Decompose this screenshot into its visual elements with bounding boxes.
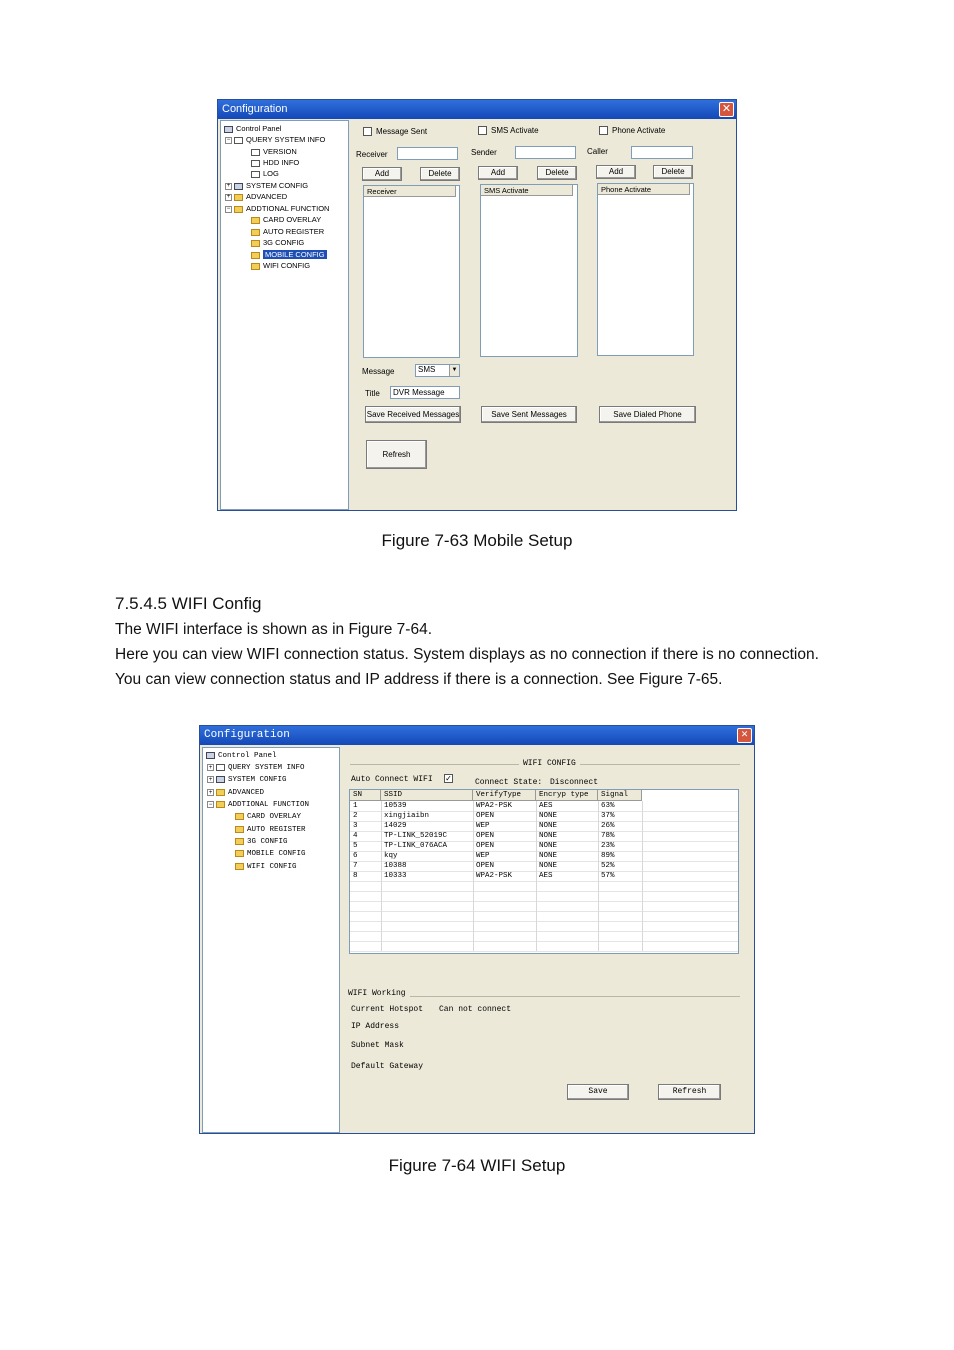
default-gateway-label: Default Gateway — [351, 1062, 424, 1071]
tree-label: HDD INFO — [263, 158, 300, 167]
tree-label: ADDTIONAL FUNCTION — [228, 801, 310, 809]
sender-delete-button[interactable]: Delete — [537, 166, 577, 180]
close-icon[interactable]: ✕ — [737, 728, 752, 743]
table-cell: TP-LINK_076ACA — [384, 842, 448, 850]
table-cell: 26% — [601, 822, 615, 830]
message-select-value: SMS — [418, 365, 436, 374]
group-title: WIFI CONFIG — [519, 759, 580, 768]
tree-item-card-overlay[interactable] — [251, 214, 321, 225]
tree-item-wifi-config[interactable] — [235, 862, 297, 873]
document-icon — [251, 149, 260, 156]
expand-icon[interactable]: + — [208, 788, 213, 796]
tree-label: 3G CONFIG — [263, 238, 305, 247]
table-cell: 7 — [353, 862, 358, 870]
table-cell: 57% — [601, 872, 615, 880]
table-cell: OPEN — [476, 862, 495, 870]
control-panel-icon — [224, 126, 233, 133]
table-cell: NONE — [539, 862, 558, 870]
tree-item-system-config[interactable] — [225, 180, 308, 191]
close-icon[interactable]: ✕ — [719, 102, 734, 117]
sender-add-button[interactable]: Add — [478, 166, 518, 180]
table-cell: 10539 — [384, 802, 407, 810]
current-hotspot-label: Current Hotspot — [351, 1005, 424, 1014]
tree-item-wifi-config[interactable] — [251, 260, 310, 271]
tree-label: QUERY SYSTEM INFO — [246, 135, 326, 144]
collapse-icon[interactable]: − — [226, 136, 231, 143]
phone-activate-list-header[interactable]: Phone Activate — [598, 184, 690, 195]
system-config-icon — [216, 776, 225, 783]
refresh-button[interactable]: Refresh — [658, 1084, 721, 1100]
receiver-delete-button[interactable]: Delete — [420, 167, 460, 181]
figure-caption: Figure 7-64 WIFI Setup — [388, 1156, 566, 1175]
folder-icon — [235, 850, 244, 857]
table-cell: 23% — [601, 842, 615, 850]
table-cell: 10388 — [384, 862, 407, 870]
table-cell: 1 — [353, 802, 358, 810]
folder-icon — [251, 240, 260, 247]
mobile-config-window — [217, 99, 737, 511]
table-cell: 6 — [353, 852, 358, 860]
collapse-icon[interactable]: − — [226, 205, 231, 212]
ip-address-label: IP Address — [351, 1022, 400, 1031]
gears-icon — [216, 789, 225, 796]
expand-icon[interactable]: + — [226, 182, 231, 189]
tree-item-auto-register[interactable] — [235, 825, 306, 836]
tree-label: ADVANCED — [228, 789, 265, 797]
tree-item-additional-function[interactable] — [225, 203, 329, 214]
table-cell: 8 — [353, 872, 358, 880]
folder-icon — [251, 263, 260, 270]
table-row[interactable] — [350, 851, 738, 861]
tree-label: WIFI CONFIG — [263, 261, 311, 270]
document-icon — [216, 764, 225, 771]
table-column-header[interactable]: Encryp type — [536, 790, 598, 801]
table-row[interactable] — [350, 831, 738, 841]
table-cell: AES — [539, 872, 553, 880]
table-row-line — [350, 941, 738, 942]
table-row-line — [350, 931, 738, 932]
tree-label: Control Panel — [236, 124, 282, 133]
save-received-messages-button[interactable]: Save Received Messages — [365, 406, 461, 423]
table-column-header[interactable]: SSID — [381, 790, 473, 801]
tree-label: SYSTEM CONFIG — [228, 776, 287, 784]
tree-label: MOBILE CONFIG — [247, 850, 306, 858]
table-cell: NONE — [539, 832, 558, 840]
table-cell: OPEN — [476, 812, 495, 820]
table-cell: 10333 — [384, 872, 407, 880]
figure-caption: Figure 7-63 Mobile Setup — [381, 531, 573, 550]
auto-connect-label: Auto Connect WIFI — [351, 775, 433, 784]
tree-item-control-panel[interactable] — [224, 123, 281, 134]
table-row[interactable] — [350, 821, 738, 831]
table-column-header[interactable]: SN — [350, 790, 381, 801]
message-sent-label: Message Sent — [376, 127, 428, 136]
phone-activate-checkbox[interactable] — [599, 126, 608, 135]
folder-open-icon — [251, 252, 260, 259]
table-cell: NONE — [539, 812, 558, 820]
table-cell: NONE — [539, 852, 558, 860]
folder-icon — [235, 838, 244, 845]
connect-state-value: Disconnect — [550, 778, 599, 787]
caller-delete-button[interactable]: Delete — [653, 165, 693, 179]
tree-label: Control Panel — [218, 752, 277, 760]
expand-icon[interactable]: + — [208, 775, 213, 783]
table-row[interactable] — [350, 871, 738, 881]
tree-label: 3G CONFIG — [247, 838, 288, 846]
table-row[interactable] — [350, 861, 738, 871]
caller-add-button[interactable]: Add — [596, 165, 636, 179]
expand-icon[interactable]: + — [226, 193, 231, 200]
table-cell: WEP — [476, 852, 490, 860]
folder-open-icon — [216, 801, 225, 808]
table-row-line — [350, 901, 738, 902]
table-cell: 3 — [353, 822, 358, 830]
table-cell: WEP — [476, 822, 490, 830]
table-cell: 2 — [353, 812, 358, 820]
caller-input[interactable] — [631, 146, 693, 159]
tree-label: AUTO REGISTER — [263, 227, 325, 236]
tree-label: LOG — [263, 169, 279, 178]
tree-label: ADVANCED — [246, 192, 288, 201]
folder-icon — [235, 813, 244, 820]
sms-activate-checkbox[interactable] — [478, 126, 487, 135]
wifi-config-panel — [341, 747, 754, 1133]
message-label: Message — [362, 367, 395, 376]
table-row-line — [350, 911, 738, 912]
table-row[interactable] — [350, 841, 738, 851]
tree-label: SYSTEM CONFIG — [246, 181, 309, 190]
receiver-list-header[interactable]: Receiver — [364, 186, 456, 197]
tree-item-hdd-info[interactable] — [251, 157, 299, 168]
dropdown-arrow-icon[interactable]: ▼ — [449, 365, 459, 376]
tree-item-advanced[interactable] — [207, 788, 264, 799]
tree-item-control-panel[interactable] — [206, 751, 277, 762]
receiver-list[interactable] — [363, 185, 460, 358]
sms-activate-list[interactable] — [480, 184, 578, 357]
folder-open-icon — [235, 863, 244, 870]
paragraph: Here you can view WIFI connection status. System displays as no connection if there is no connection. You can view connection status and IP address if there is a connection. See Figure 7-65. — [115, 646, 819, 688]
table-column-header[interactable]: VerifyType — [473, 790, 536, 801]
tree-label-selected: WIFI CONFIG — [247, 863, 297, 871]
tree-item-mobile-config[interactable] — [251, 249, 327, 260]
tree-item-3g-config[interactable] — [251, 237, 304, 248]
table-cell: WPA2-PSK — [476, 802, 513, 810]
table-cell: OPEN — [476, 842, 495, 850]
tree-label: CARD OVERLAY — [263, 215, 322, 224]
message-sent-checkbox[interactable] — [363, 127, 372, 136]
nav-tree — [220, 120, 349, 510]
table-cell: AES — [539, 802, 553, 810]
tree-item-mobile-config[interactable] — [235, 849, 306, 860]
table-column-header[interactable]: Signal — [598, 790, 642, 801]
table-cell: 5 — [353, 842, 358, 850]
table-cell: 78% — [601, 832, 615, 840]
tree-label: CARD OVERLAY — [247, 813, 302, 821]
tree-item-version[interactable] — [251, 146, 297, 157]
message-select[interactable] — [415, 364, 460, 377]
subnet-mask-label: Subnet Mask — [351, 1041, 404, 1050]
folder-open-icon — [234, 206, 243, 213]
save-dialed-phone-button[interactable]: Save Dialed Phone — [599, 406, 696, 423]
system-config-icon — [234, 183, 243, 190]
table-row[interactable] — [350, 811, 738, 821]
table-cell: kqy — [384, 852, 398, 860]
current-hotspot-value: Can not connect — [439, 1005, 512, 1014]
tree-label-selected: MOBILE CONFIG — [265, 250, 325, 259]
tree-label: QUERY SYSTEM INFO — [228, 764, 305, 772]
wifi-config-window — [199, 725, 755, 1134]
title-input[interactable]: DVR Message — [390, 386, 460, 399]
sender-label: Sender — [471, 148, 497, 157]
table-cell: WPA2-PSK — [476, 872, 513, 880]
nav-tree — [202, 747, 340, 1133]
caller-label: Caller — [587, 147, 608, 156]
document-icon — [251, 160, 260, 167]
title-label: Title — [365, 389, 380, 398]
connect-state-label: Connect State: — [475, 778, 543, 787]
tree-item-query-system-info[interactable] — [207, 763, 305, 774]
table-row-line — [350, 881, 738, 882]
section-heading: 7.5.4.5 WIFI Config — [115, 594, 262, 613]
mobile-config-panel — [350, 120, 736, 510]
folder-icon — [251, 229, 260, 236]
table-row-line — [350, 891, 738, 892]
receiver-add-button[interactable]: Add — [362, 167, 402, 181]
tree-item-3g-config[interactable] — [235, 837, 288, 848]
tree-label: AUTO REGISTER — [247, 826, 306, 834]
receiver-input[interactable] — [397, 147, 458, 160]
table-cell: 89% — [601, 852, 615, 860]
window-title: Configuration — [204, 729, 290, 741]
refresh-button[interactable]: Refresh — [366, 440, 427, 469]
document-icon — [234, 137, 243, 144]
table-cell: 4 — [353, 832, 358, 840]
table-cell: 63% — [601, 802, 615, 810]
expand-icon[interactable]: + — [208, 763, 213, 771]
table-cell: 37% — [601, 812, 615, 820]
gears-icon — [234, 194, 243, 201]
table-row-line — [350, 951, 738, 952]
save-sent-messages-button[interactable]: Save Sent Messages — [481, 406, 577, 423]
tree-item-additional-function[interactable] — [207, 800, 309, 811]
tree-item-log[interactable] — [251, 168, 279, 179]
table-cell: NONE — [539, 842, 558, 850]
save-button[interactable]: Save — [567, 1084, 629, 1100]
sender-input[interactable] — [515, 146, 576, 159]
tree-item-query-system-info[interactable] — [225, 134, 325, 145]
table-cell: TP-LINK_52019C — [384, 832, 448, 840]
table-cell: NONE — [539, 822, 558, 830]
folder-icon — [235, 826, 244, 833]
tree-label: VERSION — [263, 147, 297, 156]
wifi-working-title: WIFI Working — [348, 989, 410, 998]
tree-label: ADDTIONAL FUNCTION — [246, 204, 330, 213]
table-cell: 52% — [601, 862, 615, 870]
wifi-network-table[interactable] — [349, 789, 739, 954]
table-cell: OPEN — [476, 832, 495, 840]
paragraph: The WIFI interface is shown as in Figure 7-64. — [115, 621, 433, 638]
phone-activate-list[interactable] — [597, 183, 694, 356]
control-panel-icon — [206, 752, 215, 759]
sms-activate-label: SMS Activate — [491, 126, 539, 135]
table-cell: xingjiaibn — [384, 812, 430, 820]
receiver-label: Receiver — [356, 150, 388, 159]
window-titlebar — [200, 726, 754, 745]
window-titlebar — [218, 100, 736, 119]
collapse-icon[interactable]: − — [208, 800, 213, 808]
tree-item-advanced[interactable] — [225, 191, 287, 202]
table-row-line — [350, 921, 738, 922]
auto-connect-checkbox[interactable]: ✓ — [445, 774, 452, 783]
window-title: Configuration — [222, 103, 288, 115]
document-icon — [251, 171, 260, 178]
tree-item-auto-register[interactable] — [251, 226, 324, 237]
sms-activate-list-header[interactable]: SMS Activate — [481, 185, 573, 196]
tree-item-card-overlay[interactable] — [235, 812, 301, 823]
table-row[interactable] — [350, 801, 738, 811]
folder-icon — [251, 217, 260, 224]
phone-activate-label: Phone Activate — [612, 126, 666, 135]
table-cell: 14029 — [384, 822, 407, 830]
tree-item-system-config[interactable] — [207, 775, 287, 786]
